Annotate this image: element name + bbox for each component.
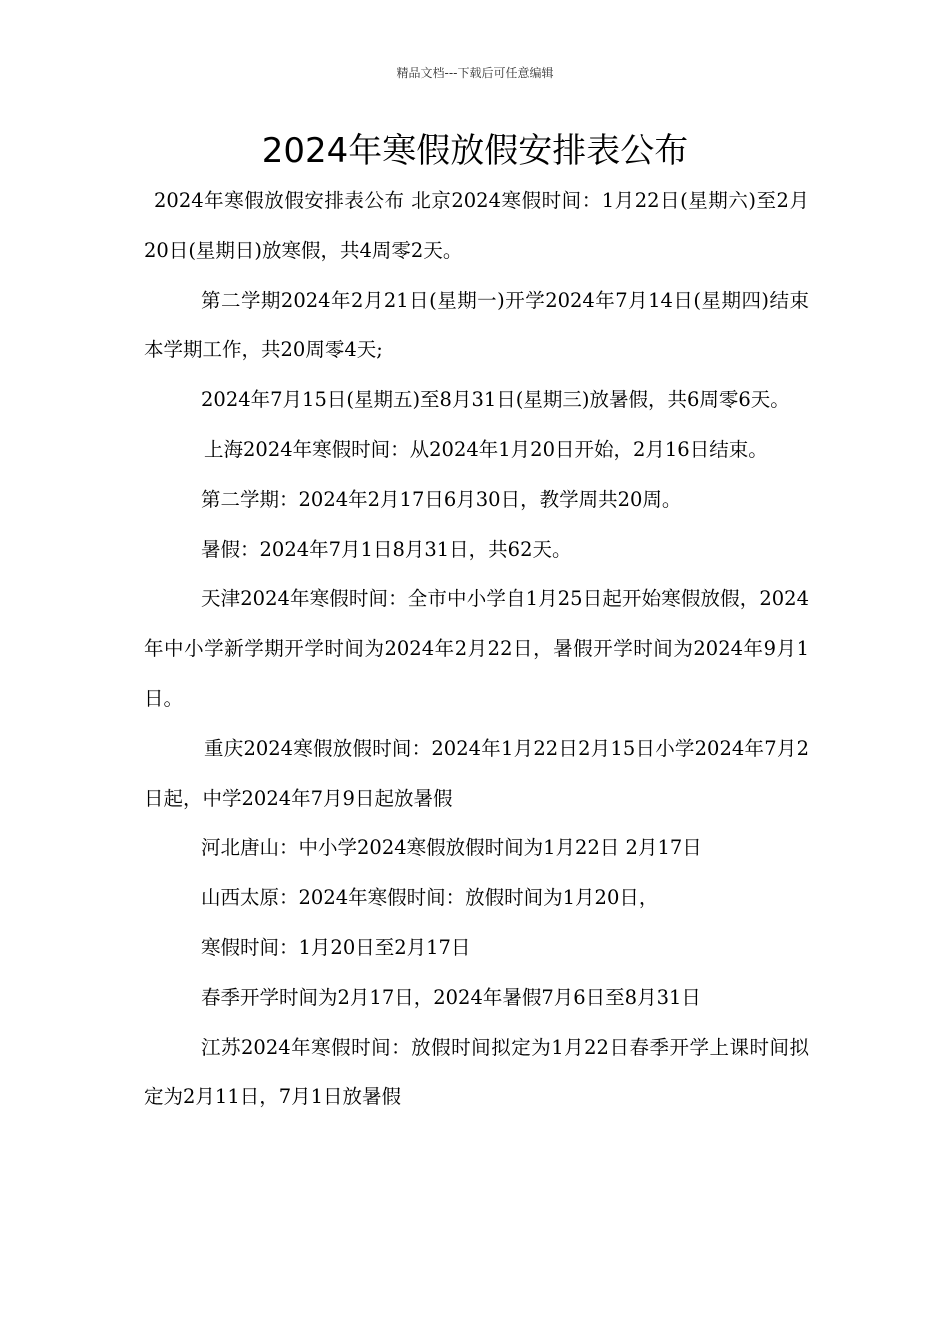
paragraph-beijing-semester: 第二学期2024年2月21日(星期一)开学2024年7月14日(星期四)结束本学期工作，共20周零4天; xyxy=(144,288,809,362)
document-body xyxy=(144,176,809,1122)
paragraph-tangshan: 河北唐山：中小学2024寒假放假时间为1月22日 2月17日 xyxy=(201,836,702,860)
paragraph-chongqing: 重庆2024寒假放假时间：2024年1月22日2月15日小学2024年7月2日起，中学2024年7月9日起放暑假 xyxy=(144,736,809,810)
paragraph-taiyuan: 山西太原：2024年寒假时间：放假时间为1月20日， xyxy=(201,886,659,910)
paragraph-beijing-winter: 2024年寒假放假安排表公布 北京2024寒假时间：1月22日(星期六)至2月20日(星期日)放寒假，共4周零2天。 xyxy=(144,189,809,262)
page-header: 精品文档---下载后可任意编辑 xyxy=(396,66,554,80)
document-title: 2024年寒假放假安排表公布 xyxy=(261,131,689,171)
paragraph-taiyuan-spring: 春季开学时间为2月17日，2024年暑假7月6日至8月31日 xyxy=(201,985,701,1009)
paragraph-shanghai-winter: 上海2024年寒假时间：从2024年1月20日开始，2月16日结束。 xyxy=(204,437,768,461)
paragraph-tianjin: 天津2024年寒假时间：全市中小学自1月25日起开始寒假放假，2024年中小学新学期开学时间为2024年2月22日，暑假开学时间为2024年9月1日。 xyxy=(144,587,809,710)
paragraph-shanghai-semester: 第二学期：2024年2月17日6月30日，教学周共20周。 xyxy=(201,487,682,511)
paragraph-jiangsu: 江苏2024年寒假时间：放假时间拟定为1月22日春季开学上课时间拟定为2月11日，7月1日放暑假 xyxy=(144,1035,809,1109)
paragraph-beijing-summer: 2024年7月15日(星期五)至8月31日(星期三)放暑假，共6周零6天。 xyxy=(201,388,790,412)
paragraph-taiyuan-winter: 寒假时间：1月20日至2月17日 xyxy=(201,935,471,959)
paragraph-shanghai-summer: 暑假：2024年7月1日8月31日，共62天。 xyxy=(201,537,572,561)
